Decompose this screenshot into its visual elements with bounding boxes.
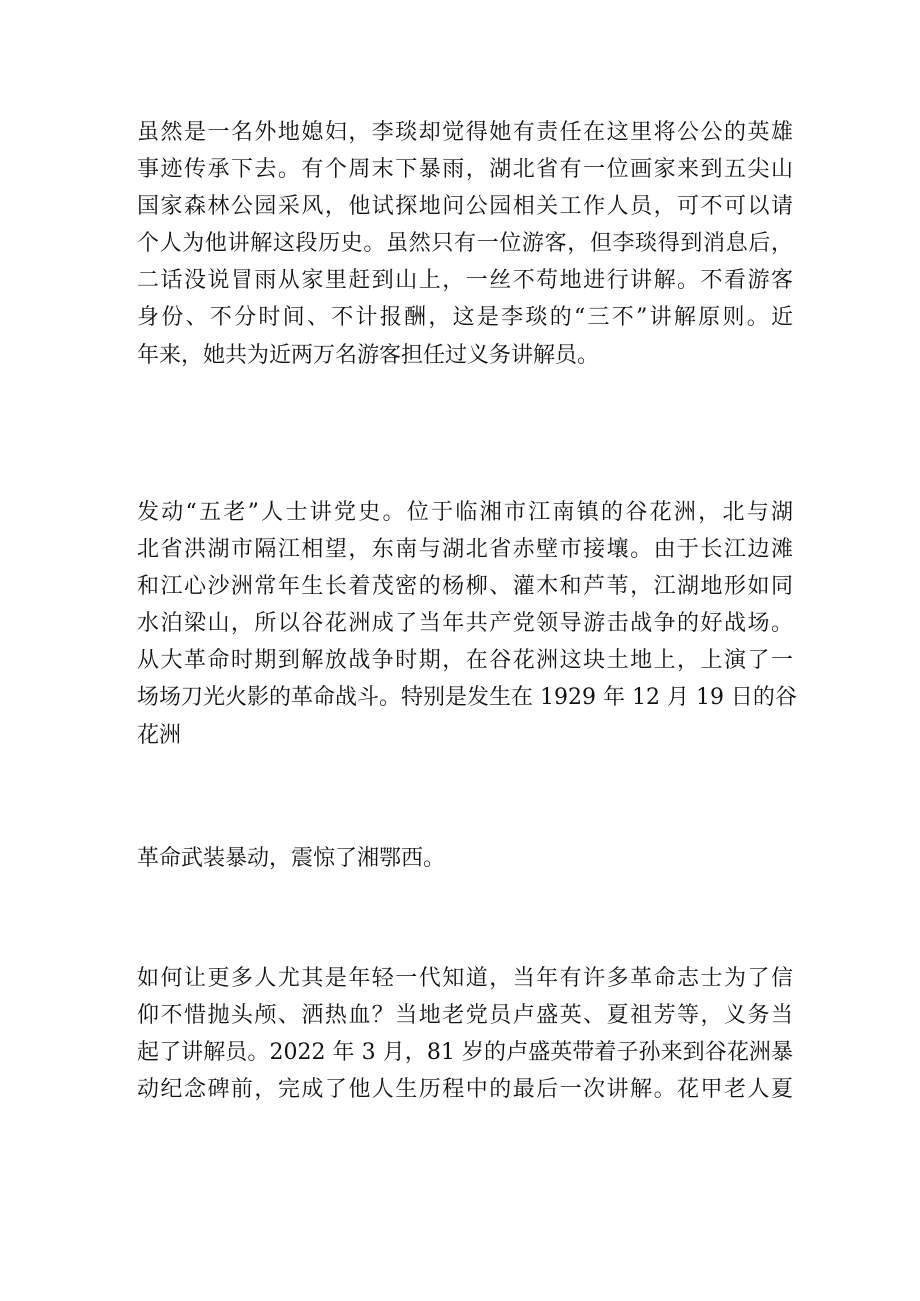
- paragraph-1: [137, 114, 793, 374]
- paragraph-line: 仰不惜抛头颅、洒热血？当地老党员卢盛英、夏祖芳等，义务当: [137, 1003, 793, 1029]
- paragraph-2: [137, 494, 797, 754]
- paragraph-line: 从大革命时期到解放战争时期，在谷花洲这块土地上，上演了一: [137, 648, 793, 674]
- paragraph-4: [137, 960, 793, 1108]
- paragraph-line: 革命武装暴动，震惊了湘鄂西。: [137, 846, 446, 871]
- paragraph-line: 和江心沙洲常年生长着茂密的杨柳、灌木和芦苇，江湖地形如同: [137, 574, 793, 600]
- paragraph-line: 年来，她共为近两万名游客担任过义务讲解员。: [137, 342, 600, 368]
- paragraph-3: [137, 840, 793, 877]
- paragraph-line: 起了讲解员。2022 年 3 月，81 岁的卢盛英带着子孙来到谷花洲暴: [137, 1040, 793, 1066]
- paragraph-line: 虽然是一名外地媳妇，李琰却觉得她有责任在这里将公公的英雄: [137, 120, 793, 145]
- paragraph-line: 水泊梁山，所以谷花洲成了当年共产党领导游击战争的好战场。: [137, 611, 793, 637]
- paragraph-line: 花洲: [137, 722, 182, 748]
- paragraph-line: 北省洪湖市隔江相望，东南与湖北省赤壁市接壤。由于长江边滩: [137, 537, 793, 563]
- paragraph-line: 如何让更多人尤其是年轻一代知道，当年有许多革命志士为了信: [137, 966, 793, 991]
- paragraph-line: 发动“五老”人士讲党史。位于临湘市江南镇的谷花洲，北与湖: [137, 500, 793, 525]
- paragraph-line: 身份、不分时间、不计报酬，这是李琰的“三不”讲解原则。近: [137, 305, 793, 331]
- paragraph-line: 场场刀光火影的革命战斗。特别是发生在 1929 年 12 月 19 日的谷: [137, 685, 797, 711]
- paragraph-line: 动纪念碑前，完成了他人生历程中的最后一次讲解。花甲老人夏: [137, 1077, 793, 1103]
- paragraph-line: 二话没说冒雨从家里赶到山上，一丝不苟地进行讲解。不看游客: [137, 268, 793, 294]
- paragraph-line: 国家森林公园采风，他试探地问公园相关工作人员，可不可以请: [137, 194, 793, 220]
- paragraph-line: 事迹传承下去。有个周末下暴雨，湖北省有一位画家来到五尖山: [137, 157, 793, 183]
- paragraph-line: 个人为他讲解这段历史。虽然只有一位游客，但李琰得到消息后，: [137, 231, 793, 257]
